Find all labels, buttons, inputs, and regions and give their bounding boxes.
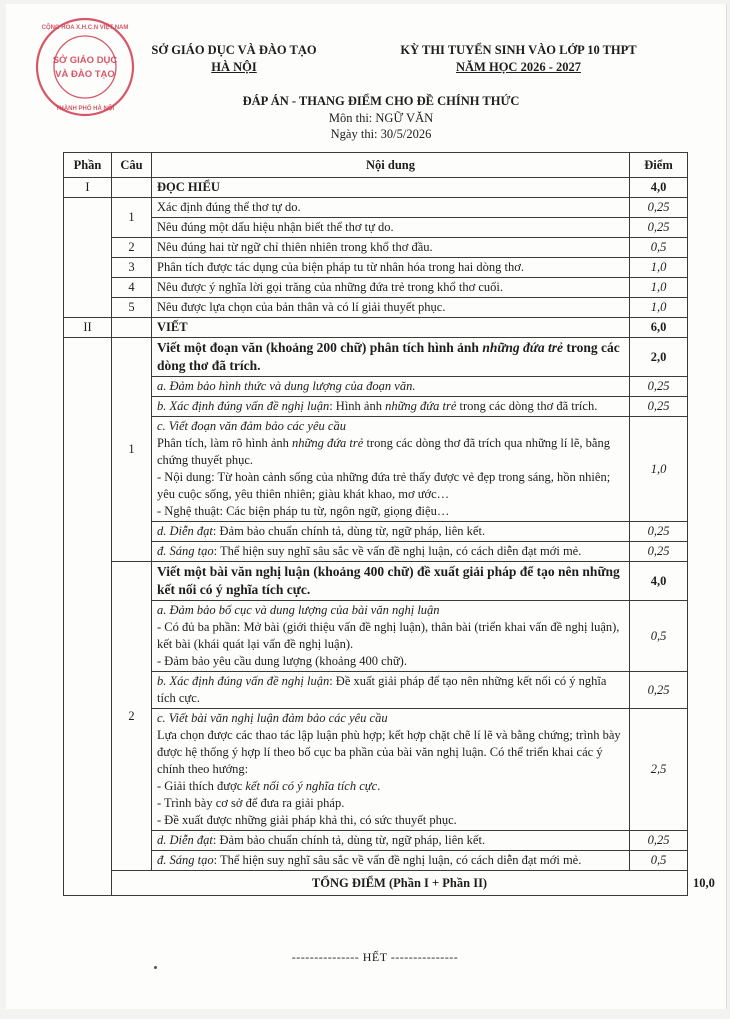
question-score: 2,0	[630, 338, 688, 377]
header-question: Câu	[112, 153, 152, 178]
criterion-text	[152, 397, 630, 417]
criterion-emphasis: những đứa trẻ	[385, 399, 457, 413]
table-row	[64, 318, 688, 338]
criterion-score: 0,25	[630, 672, 688, 709]
total-row	[64, 871, 688, 896]
criterion-text	[152, 672, 630, 709]
part-title: VIẾT	[152, 318, 630, 338]
criterion-line	[157, 435, 624, 469]
criterion-body: .	[377, 779, 381, 793]
criterion-line: Lựa chọn được các thao tác lập luận phù hợp; kết hợp chặt chẽ lí lẽ và bằng chứng; trình bày được hệ thống ý hợp lí theo bố cục ba phần của bài văn nghị luận. Có thể triển khai các ý chính theo hướng:	[157, 728, 621, 776]
criterion-score: 1,0	[630, 258, 688, 278]
criterion-label: đ. Sáng tạo	[157, 544, 214, 558]
criterion-text	[152, 831, 630, 851]
criterion-text: Phân tích được tác dụng của biện pháp tu từ nhân hóa trong hai dòng thơ.	[152, 258, 630, 278]
table-row	[64, 831, 688, 851]
criterion-body: : Thể hiện suy nghĩ sâu sắc về vấn đề nghị luận, có cách diễn đạt mới mẻ.	[213, 853, 582, 867]
criterion-score: 1,0	[630, 417, 688, 522]
question-number: 5	[112, 298, 152, 318]
criterion-body: : Đảm bảo chuẩn chính tả, dùng từ, ngữ pháp, liên kết.	[212, 833, 486, 847]
criterion-text: Nêu được ý nghĩa lời gọi trăng của những đứa trẻ trong khổ thơ cuối.	[152, 278, 630, 298]
question-score: 4,0	[630, 562, 688, 601]
subject-prefix: Môn thi:	[328, 111, 376, 125]
table-row	[64, 851, 688, 871]
question-number: 2	[112, 238, 152, 258]
stray-mark	[154, 966, 157, 969]
criterion-score: 0,5	[630, 238, 688, 258]
svg-text:VÀ ĐÀO TẠO: VÀ ĐÀO TẠO	[55, 69, 115, 80]
table-row	[64, 601, 688, 672]
criterion-line: - Nghệ thuật: Các biện pháp tu từ, ngôn ngữ, giọng điệu…	[157, 504, 450, 518]
criterion-label: c. Viết bài văn nghị luận đảm bảo các yêu cầu	[157, 711, 388, 725]
criterion-score: 0,25	[630, 831, 688, 851]
answer-key-table	[63, 152, 688, 896]
criterion-line: - Có đủ ba phần: Mở bài (giới thiệu vấn đề nghị luận), thân bài (triển khai vấn đề nghị luận), kết bài (khái quát lại vấn đề nghị luận).	[157, 620, 620, 651]
question-number: 1	[112, 198, 152, 238]
table-row	[64, 542, 688, 562]
total-label: TỔNG ĐIỂM (Phần I + Phần II)	[112, 871, 688, 896]
criterion-text: Nêu đúng một dấu hiệu nhận biết thể thơ tự do.	[152, 218, 630, 238]
criterion-score: 0,25	[630, 397, 688, 417]
table-row	[64, 278, 688, 298]
criterion-label: d. Diễn đạt	[157, 833, 213, 847]
criterion-score: 0,5	[630, 851, 688, 871]
criterion-body: trong các dòng thơ đã trích.	[456, 399, 598, 413]
criterion-label: b. Xác định đúng vấn đề nghị luận	[157, 674, 330, 688]
prompt-emphasis: những đứa trẻ	[482, 340, 564, 355]
table-row	[64, 338, 688, 377]
criterion-text: Nêu đúng hai từ ngữ chỉ thiên nhiên trong khổ thơ đầu.	[152, 238, 630, 258]
criterion-score: 0,5	[630, 601, 688, 672]
criterion-label: c. Viết đoạn văn đảm bảo các yêu cầu	[157, 419, 346, 433]
part-score: 6,0	[630, 318, 688, 338]
criterion-text: Nêu được lựa chọn của bản thân và có lí giải thuyết phục.	[152, 298, 630, 318]
criterion-text: Xác định đúng thể thơ tự do.	[152, 198, 630, 218]
criterion-body: Phân tích, làm rõ hình ảnh	[157, 436, 293, 450]
criterion-line: - Đề xuất được những giải pháp khả thi, có sức thuyết phục.	[157, 813, 457, 827]
prompt-text: Viết một đoạn văn (khoảng 200 chữ) phân tích hình ảnh	[157, 340, 483, 355]
part-number: I	[64, 178, 112, 198]
criterion-label: d. Diễn đạt	[157, 524, 213, 538]
part-title: ĐỌC HIỂU	[152, 178, 630, 198]
criterion-line: - Trình bày cơ sở để đưa ra giải pháp.	[157, 796, 345, 810]
department-name: SỞ GIÁO DỤC VÀ ĐÀO TẠO	[151, 43, 317, 57]
criterion-text	[152, 522, 630, 542]
question-number: 3	[112, 258, 152, 278]
question-number: 4	[112, 278, 152, 298]
table-row	[64, 238, 688, 258]
criterion-score: 0,25	[630, 198, 688, 218]
table-row	[64, 522, 688, 542]
document-title: ĐÁP ÁN - THANG ĐIỂM CHO ĐỀ CHÍNH THỨC	[242, 94, 520, 108]
criterion-line	[157, 778, 624, 795]
table-row	[64, 709, 688, 831]
table-row	[64, 218, 688, 238]
question-prompt	[152, 338, 630, 377]
exam-name: KỲ THI TUYỂN SINH VÀO LỚP 10 THPT	[400, 43, 637, 57]
table-row	[64, 562, 688, 601]
part-number: II	[64, 318, 112, 338]
table-row	[64, 178, 688, 198]
subject-name: NGỮ VĂN	[375, 111, 434, 125]
criterion-text	[152, 417, 630, 522]
question-prompt: Viết một bài văn nghị luận (khoảng 400 chữ) đề xuất giải pháp để tạo nên những kết nối có ý nghĩa tích cực.	[152, 562, 630, 601]
criterion-emphasis: kết nối có ý nghĩa tích cực	[245, 779, 378, 793]
exam-meta	[156, 110, 606, 142]
question-number: 1	[112, 338, 152, 562]
table-row	[64, 298, 688, 318]
criterion-score: 1,0	[630, 278, 688, 298]
svg-text:SỞ GIÁO DỤC: SỞ GIÁO DỤC	[52, 55, 118, 66]
part-score: 4,0	[630, 178, 688, 198]
criterion-label: a. Đảm bảo bố cục và dung lượng của bài văn nghị luận	[157, 603, 440, 617]
department-header	[114, 42, 354, 76]
criterion-score: 0,25	[630, 542, 688, 562]
table-row	[64, 198, 688, 218]
table-row	[64, 417, 688, 522]
criterion-text	[152, 542, 630, 562]
criterion-text	[152, 851, 630, 871]
criterion-label: b. Xác định đúng vấn đề nghị luận	[157, 399, 330, 413]
criterion-text	[152, 709, 630, 831]
criterion-body: : Thể hiện suy nghĩ sâu sắc về vấn đề nghị luận, có cách diễn đạt mới mẻ.	[213, 544, 582, 558]
table-row	[64, 377, 688, 397]
criterion-body: : Đề xuất giải pháp để tạo nên những kết nối có ý nghĩa tích cực.	[157, 674, 607, 705]
department-city: HÀ NỘI	[211, 60, 257, 74]
criterion-body: : Hình ảnh	[329, 399, 386, 413]
criterion-score: 0,25	[630, 218, 688, 238]
prompt-text: trong các dòng thơ đã trích.	[157, 340, 620, 373]
svg-text:THÀNH PHỐ HÀ NỘI: THÀNH PHỐ HÀ NỘI	[55, 106, 115, 112]
table-row	[64, 258, 688, 278]
criterion-line: - Nội dung: Từ hoàn cảnh sống của những đứa trẻ thấy được vẻ đẹp trong sáng, hồn nhiên; yêu cuộc sống, yêu thiên nhiên; giàu khát khao, mơ ước…	[157, 470, 611, 501]
criterion-score: 2,5	[630, 709, 688, 831]
table-row	[64, 397, 688, 417]
table-row	[64, 672, 688, 709]
exam-header	[346, 42, 691, 76]
header-content: Nội dung	[152, 153, 630, 178]
criterion-text: a. Đảm bảo hình thức và dung lượng của đoạn văn.	[152, 377, 630, 397]
criterion-line: - Đảm bảo yêu cầu dung lượng (khoảng 400 chữ).	[157, 654, 407, 668]
question-number: 2	[112, 562, 152, 871]
criterion-body: trong các dòng thơ đã trích qua những lí lẽ, bằng chứng thuyết phục.	[157, 436, 610, 467]
criterion-score: 1,0	[630, 298, 688, 318]
criterion-label: đ. Sáng tạo	[157, 853, 214, 867]
header-part: Phần	[64, 153, 112, 178]
table-header-row	[64, 153, 688, 178]
exam-year: NĂM HỌC 2026 - 2027	[456, 60, 581, 74]
criterion-score: 0,25	[630, 377, 688, 397]
svg-text:CỘNG HÒA X.H.C.N VIỆT NAM: CỘNG HÒA X.H.C.N VIỆT NAM	[41, 25, 129, 31]
criterion-text	[152, 601, 630, 672]
header-score: Điểm	[630, 153, 688, 178]
criterion-score: 0,25	[630, 522, 688, 542]
criterion-body: - Giải thích được	[157, 779, 246, 793]
exam-date: Ngày thi: 30/5/2026	[330, 127, 432, 141]
criterion-emphasis: những đứa trẻ	[292, 436, 364, 450]
criterion-body: : Đảm bảo chuẩn chính tả, dùng từ, ngữ pháp, liên kết.	[212, 524, 486, 538]
end-marker: --------------- HẾT ---------------	[291, 950, 459, 964]
